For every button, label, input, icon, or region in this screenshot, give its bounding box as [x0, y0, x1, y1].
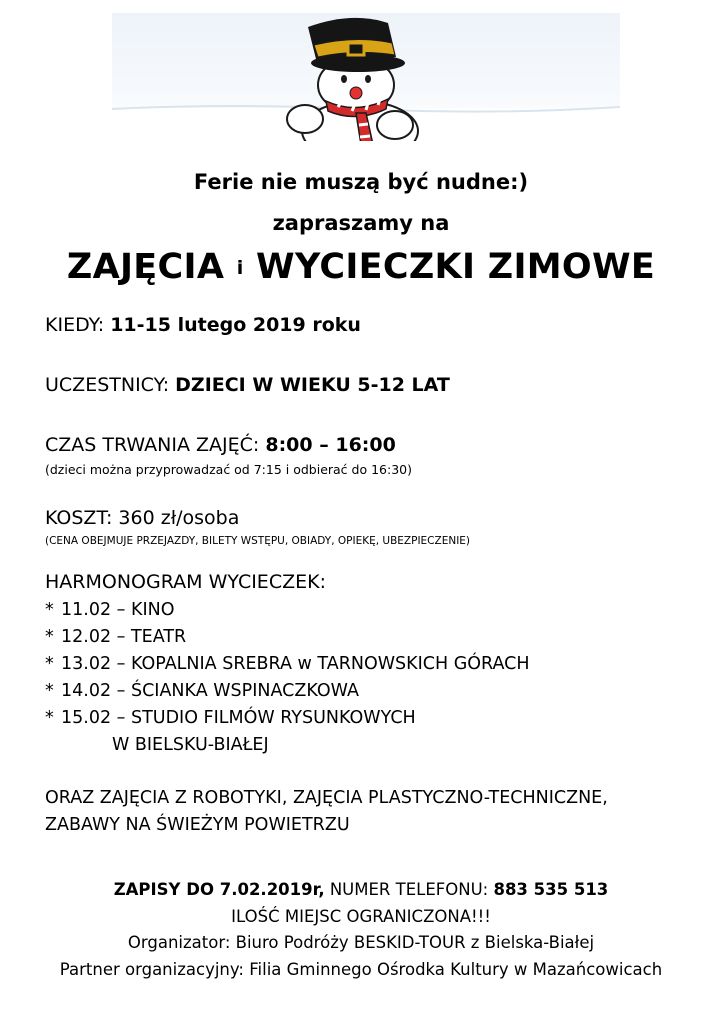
cost-row: [45, 507, 239, 529]
when-value: 11-15 lutego 2019 roku: [110, 314, 361, 336]
duration-value: 8:00 – 16:00: [265, 434, 396, 456]
when-label: KIEDY:: [45, 314, 105, 336]
duration-note: (dzieci można przyprowadzać od 7:15 i odbierać do 16:30): [45, 462, 412, 477]
signup-deadline: ZAPISY DO 7.02.2019r,: [113, 880, 325, 899]
title-conjunction: i: [236, 257, 244, 279]
bullet-asterisk: *: [45, 681, 54, 701]
headline-line2: zapraszamy na: [272, 211, 450, 235]
limited-places: ILOŚĆ MIEJSC OGRANICZONA!!!: [231, 907, 491, 926]
when-row: [45, 314, 361, 336]
bullet-asterisk: *: [45, 600, 54, 620]
participants-value: DZIECI W WIEKU 5-12 LAT: [175, 374, 450, 396]
phone-label: NUMER TELEFONU:: [329, 880, 489, 899]
schedule-item: * 13.02 – KOPALNIA SREBRA w TARNOWSKICH GÓRACH: [45, 654, 530, 674]
title-part1: ZAJĘCIA: [66, 247, 225, 287]
cost-value: 360 zł/osoba: [118, 507, 240, 529]
organizer: Organizator: Biuro Podróży BESKID-TOUR z Bielska-Białej: [127, 933, 595, 952]
bullet-asterisk: *: [45, 627, 54, 647]
headline-line1: Ferie nie muszą być nudne:): [193, 170, 529, 194]
schedule-title: HARMONOGRAM WYCIECZEK:: [45, 571, 326, 593]
title-part2: WYCIECZKI ZIMOWE: [256, 247, 656, 287]
cost-label: KOSZT:: [45, 507, 113, 529]
main-title: [0, 247, 722, 287]
extras-line2: ZABAWY NA ŚWIEŻYM POWIETRZU: [45, 815, 350, 835]
cost-note: (CENA OBEJMUJE PRZEJAZDY, BILETY WSTĘPU, OBIADY, OPIEKĘ, UBEZPIECZENIE): [45, 535, 471, 547]
snowman-banner: [112, 13, 620, 141]
duration-label: CZAS TRWANIA ZAJĘĆ:: [45, 434, 260, 456]
partner: Partner organizacyjny: Filia Gminnego Ośrodka Kultury w Mazańcowicach: [59, 960, 663, 979]
extras-line1: ORAZ ZAJĘCIA Z ROBOTYKI, ZAJĘCIA PLASTYCZNO-TECHNICZNE,: [45, 788, 608, 808]
snowman-icon: [112, 13, 620, 141]
schedule-item: * 14.02 – ŚCIANKA WSPINACZKOWA: [45, 681, 359, 701]
schedule-item: * 15.02 – STUDIO FILMÓW RYSUNKOWYCH: [45, 708, 416, 728]
participants-label: UCZESTNICY:: [45, 374, 170, 396]
signup-line: [0, 880, 722, 899]
schedule-item: * 12.02 – TEATR: [45, 627, 187, 647]
bullet-asterisk: *: [45, 654, 54, 674]
bullet-asterisk: *: [45, 708, 54, 728]
duration-row: [45, 434, 396, 456]
phone-number: 883 535 513: [493, 880, 609, 899]
participants-row: [45, 374, 450, 396]
schedule-item: * 11.02 – KINO: [45, 600, 175, 620]
schedule-item-continuation: W BIELSKU-BIAŁEJ: [112, 735, 269, 755]
